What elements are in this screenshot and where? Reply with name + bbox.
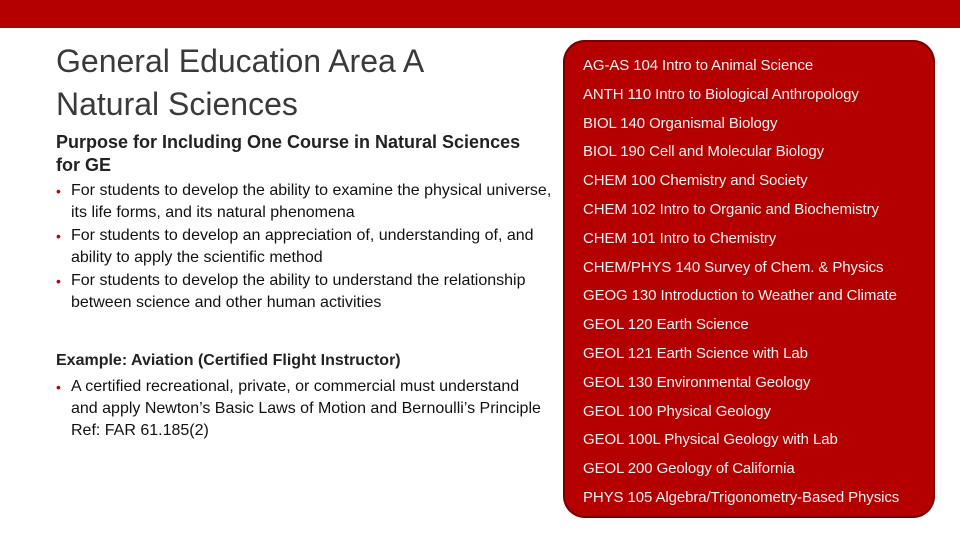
example-list [56, 376, 546, 443]
course-item: CHEM 100 Chemistry and Society [583, 172, 808, 190]
course-item: GEOL 100L Physical Geology with Lab [583, 431, 838, 449]
top-accent-bar [0, 0, 960, 28]
bullet-icon: • [56, 379, 61, 395]
course-item: AG-AS 104 Intro to Animal Science [583, 57, 814, 74]
purpose-bullet [56, 270, 566, 314]
course-item: GEOL 130 Environmental Geology [583, 373, 811, 391]
course-item: BIOL 140 Organismal Biology [583, 114, 778, 132]
course-item: GEOL 200 Geology of California [583, 460, 795, 478]
course-item: CHEM 101 Intro to Chemistry [583, 229, 777, 247]
purpose-bullet-text: For students to develop the ability to understand the relationship between science and other human activities [71, 272, 526, 311]
purpose-bullet [56, 225, 566, 269]
course-list [583, 55, 955, 516]
course-item: GEOL 100 Physical Geology [583, 402, 771, 420]
course-item: CHEM/PHYS 140 Survey of Chem. & Physics [583, 258, 884, 276]
purpose-bullet [56, 180, 566, 224]
course-item: ANTH 110 Intro to Biological Anthropology [583, 85, 859, 103]
slide-title-line-2: Natural Sciences [56, 86, 298, 122]
purpose-list [56, 180, 566, 315]
course-item: PHYS 105 Algebra/Trigonometry-Based Physics [583, 488, 900, 506]
course-item: CHEM 102 Intro to Organic and Biochemistry [583, 200, 879, 218]
course-item: BIOL 190 Cell and Molecular Biology [583, 143, 825, 161]
purpose-heading: Purpose for Including One Course in Natural Sciences for GE [56, 132, 521, 175]
slide-title-line-1: General Education Area A [56, 43, 425, 79]
bullet-icon: • [56, 228, 61, 244]
course-item: GEOL 120 Earth Science [583, 316, 749, 334]
slide-title [56, 40, 536, 126]
purpose-bullet-text: For students to develop an appreciation of, understanding of, and ability to apply the scientific method [71, 227, 534, 266]
course-item: GEOL 121 Earth Science with Lab [583, 344, 808, 362]
example-heading: Example: Aviation (Certified Flight Instructor) [56, 352, 401, 369]
example-bullet-text: A certified recreational, private, or commercial must understand and apply Newton’s Basic Laws of Motion and Bernoulli’s Principle Ref: FAR 61.185(2) [71, 378, 541, 439]
bullet-icon: • [56, 183, 61, 199]
example-bullet [56, 376, 546, 442]
course-item: GEOG 130 Introduction to Weather and Climate [583, 287, 897, 305]
bullet-icon: • [56, 273, 61, 289]
purpose-bullet-text: For students to develop the ability to examine the physical universe, its life forms, and its natural phenomena [71, 182, 552, 221]
